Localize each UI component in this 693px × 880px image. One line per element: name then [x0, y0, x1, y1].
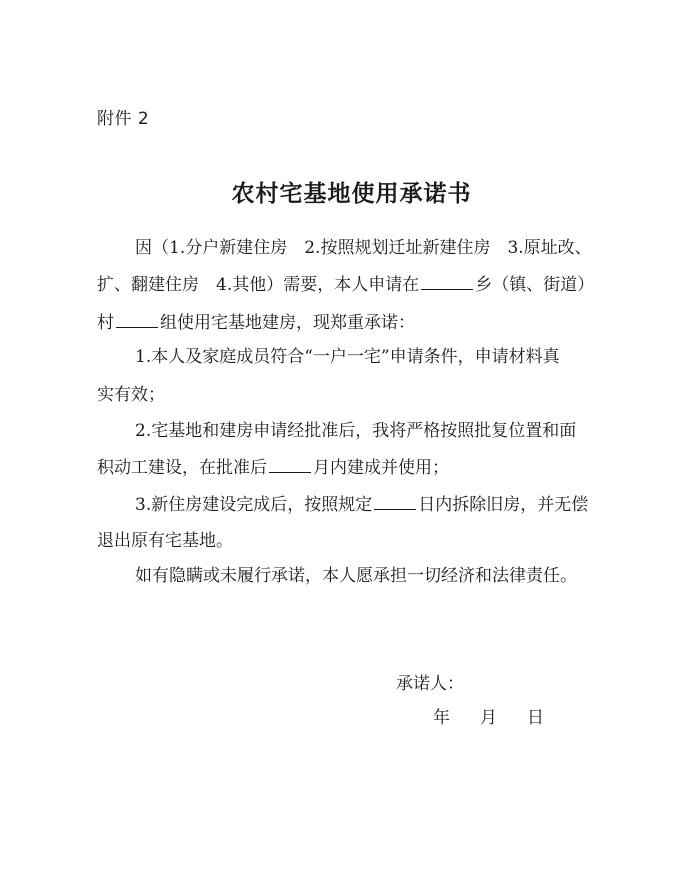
- months-blank: [269, 455, 311, 473]
- item-3-line-1: [135, 492, 637, 517]
- intro-line-3: [97, 310, 637, 335]
- intro-line-2: [97, 272, 637, 297]
- item-2-text-2a: 积动工建设，在批准后: [97, 458, 267, 478]
- item-3-text-1a: 3.新住房建设完成后，按照规定: [135, 495, 373, 515]
- date-month: 月: [480, 708, 497, 728]
- item-1-line-1: [135, 345, 637, 369]
- closing-text: 如有隐瞒或未履行承诺，本人愿承担一切经济和法律责任。: [135, 566, 577, 586]
- item-3-text-1b: 日内拆除旧房，并无偿: [418, 495, 589, 515]
- intro-text-1: 因（1.分户新建住房 2.按照规划迁址新建住房 3.原址改、: [135, 238, 592, 258]
- item-1-text-1: 1.本人及家庭成员符合“一户一宅”申请条件，申请材料真: [135, 347, 560, 367]
- item-2-text-1: 2.宅基地和建房申请经批准后，我将严格按照批复位置和面: [135, 421, 577, 441]
- item-3-text-2: 退出原有宅基地。: [97, 531, 233, 551]
- township-blank: [421, 272, 473, 290]
- closing-line: [135, 564, 637, 588]
- attachment-label: 附件 2: [97, 109, 150, 129]
- document-title: 农村宅基地使用承诺书: [231, 180, 472, 207]
- item-2-text-2b: 月内建成并使用；: [313, 458, 449, 478]
- item-2-line-2: [97, 455, 637, 480]
- intro-text-3a: 村: [97, 313, 114, 333]
- intro-text-2b: 乡（镇、街道）: [475, 275, 595, 295]
- signature-label: 承诺人：: [396, 674, 464, 694]
- village-blank: [116, 310, 158, 328]
- days-blank: [374, 492, 416, 510]
- intro-text-2a: 扩、翻建住房 4.其他）需要，本人申请在: [97, 275, 420, 295]
- date-year: 年: [433, 708, 450, 728]
- item-3-line-2: [97, 529, 637, 553]
- item-1-line-2: [97, 383, 637, 407]
- date-day: 日: [527, 708, 544, 728]
- item-1-text-2: 实有效；: [97, 385, 165, 405]
- intro-line-1: [135, 236, 637, 260]
- intro-text-3b: 组使用宅基地建房，现郑重承诺：: [160, 313, 415, 333]
- item-2-line-1: [135, 419, 637, 443]
- date-line: [433, 706, 544, 730]
